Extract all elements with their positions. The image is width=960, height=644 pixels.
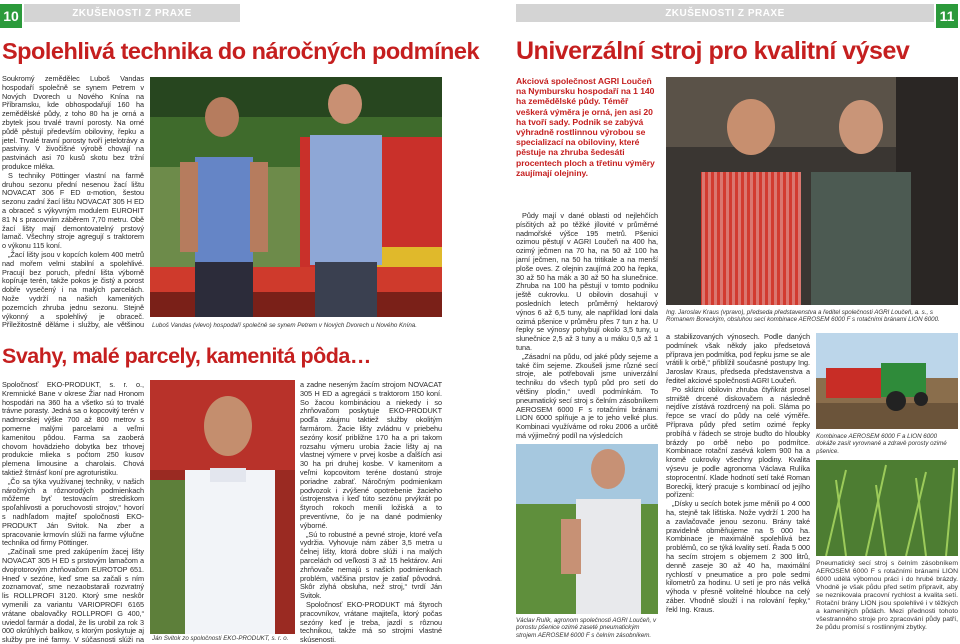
article2-column-1 [2,381,144,644]
svitok-photo-caption: Ján Svitok zo spoločnosti EKO-PRODUKT, s. r. o. [152,635,289,642]
article2-paragraph: a zadne neseným žacím strojom NOVACAT 305 H ED a agregácii s traktorom 150 koní. So žacou kombináciou a niekedy i so zhrňovačom poskytuje EKO-PRODUKT podľa záujmu taktiež služby okolitým farmárom. Žacie lišty zvládnu v priebehu sezóny kosiť približne 170 ha a pri takom rozsahu výmeru urobia žacie lišty aj na vlastnej výmere v prvej kosbe a ďalších asi 30 ha pri druhej kosbe. V kamenitom a veľmi kopcovitom teréne dostanú stroje poriadne zabrať. Náročným podmienkam podvozok i zvýšené opotrebenie žacieho ústrojenstva i keď túto sezónu prvýkrát po štyroch rokoch menili ložiská a to preventívne, čo je na dané podmienky výborné. [300,381,442,530]
kraus-boreckij-photo [666,77,958,305]
seeder-tractor-caption: Kombinace AEROSEM 6000 F a LION 6000 dokáže zasít vyrovnaně a zdravě porosty ozimé pšenice. [816,433,947,455]
agronomist-photo [516,444,658,614]
article1-paragraph: S techniky Pöttinger vlastní na farmě druhou sezonu přední nesenou žací lištu NOVACAT 306 F ED α-motion, šestou sezonu zadní žací lištu NOVACAT 305 H ED a obraceč s výkyvným modulem EUROHIT 81 N s pracovním záběrem 7,70 metru. Obě žací lišty mají demontovatelný prstový lamač. Všechny stroje agregují s traktorem o výkonu 115 koní. [2,170,144,251]
right-section-header: ZKUŠENOSTI Z PRAXE [516,4,934,22]
agronomist-caption: Václav Rulík, agronom společnosti AGRI Loučeň, v porostu pšenice ozimé zaseté pneumatickým strojem AEROSEM 6000 F s čelním zásobníkem. [516,617,657,639]
article2-paragraph: „Čo sa týka využívanej techniky, v našich náročných a rôznorodých podmienkach môžeme byť testovacím strediskom spoľahlivosti a poruchovosti strojov,“ hovorí s nadhľadom majiteľ spoločnosti EKO-PRODUKT Ján Svitok. Na zber a spracovanie krmovín slúži na farme výlučne technika od firmy Pöttinger. [2,476,144,548]
article1-headline: Spolehlivá technika do náročných podmínek [2,38,480,64]
article3-lead: Akciová společnost AGRI Loučeň na Nymbursku hospodaří na 1 140 ha zemědělské půdy. Téměř veškerá výměra je orná, jen asi 20 ha tvoří sady. Podnik se zabývá výhradně rostlinnou výrobou se specializací na obiloviny, které pěstuje na zhruba šedesáti procentech ploch a třetinu výměry zaujímají olejniny. [516,76,655,178]
kraus-boreckij-caption: Ing. Jaroslav Kraus (vpravo), předseda představenstva a ředitel společnosti AGRI Loučeň, a. s., s Romanem Boreckým, obsluhou secí kombinace AEROSEM 6000 F s rotačními bránami LION 6000. [666,309,940,324]
article3-paragraph: Půdy mají v dané oblasti od nejlehčích písčitých až po těžké jílovité v průměrné nadmořské výšce 195 metrů. Pšenici ozimou pěstují v AGRI Loučeň na 400 ha, ozimý ječmen na 70 ha, na 50 až 100 ha jarní ječmen, na 50 ha tritikale a na menší ploše oves. Z olejnin zaujímá 200 ha řepka, 30 až 50 ha mák a 30 až 50 ha slunečnice. Zhruba na 100 ha pěstují v tomto podniku ještě cukrovku. U obilovin dosahují v posledních letech průměrný hektarový výnos 6 až 6,5 tuny, ale například loni dala ozimá pšenice v průměru přes 7 tun z ha. U řepky se výnosy pohybují okolo 3,5 tuny, u slunečnice 2,5 až 3 tuny a u máku 0,5 až 1 tuna. [516,212,658,352]
article3-paragraph: „Zásadní na půdu, od jaké půdy sejeme a také čím sejeme. Zkoušeli jsme různé secí stroje, ale potřebovali jsme univerzální techniku do všech typů půd pro setí do většiny plodin,“ uvedl podmínkám. To pneumatický secí stroj s čelním zásobníkem AEROSEM 6000 F s rotačními bránami LION 6000 splňuje a je to jeho velké plus. Kombinaci využíváme od roku 2006 a určitě má výjimečný podíl na výsledcích [516,351,658,440]
article1-paragraph: „Žací lišty jsou v kopcích kolem 400 metrů nad mořem velmi stabilní a spolehlivé. Pracují bez poruch, přední lišta výborně kopíruje terén, takže pokos je čistý a porost dobře vysečený i na malých parcelách. Nože vydrží na našich kamenitých pozemcích zhruba jednu sezonu. Stejně výkonný a spolehlivý je obraceč. Příležitostně děláme i služby, ale většinou [2,249,144,329]
article2-paragraph: „Začínali sme pred zakúpením žacej lišty NOVACAT 305 H ED s prstovým lamačom a dvojrotorovým zhrňovačom EUROTOP 651. Hneď v sezóne, keď sme sa začali s ním zoznamovať, sme nezaobstarali rozvratný lis ROLLPROFI 3120. Ktorý sme neskôr vymenili za variantu VARIOPROFI 6165 vrátane obalovačky ROLLPROFI G 400,“ uviedol farmár a dodal, že lis urobil za rok 3 000 okrúhlych balikov, s ktorým poskytuje aj služby pre iné farmy. V súčasnosti slúži na [2,547,144,644]
left-page-number: 10 [0,4,22,28]
article2-paragraph: Spoločnosť EKO-PRODUKT má štyroch pracovníkov, vrátane majiteľa, ktorý počas sezóny keď je treba, jazdí s rôznou technikou, takže má so strojmi vlastné skúsenosti. [300,599,442,644]
farmers-photo [150,77,442,317]
article2-column-2 [300,381,442,644]
article3-column-2 [666,333,810,644]
article2-paragraph: Spoločnosť EKO-PRODUKT, s. r. o., Kremnické Bane v okrese Žiar nad Hronom hospodári na 360 ha a všetko sú to trvalé trávne porasty. Jedná sa o kopcovitý terén v nadmorskej výške 700 až 800 metrov s pomerne malými parcelami a veľmi kamenitou pôdou. Farma sa zaoberá chovom hovädzieho dobytka bez trhovej produkcie mlieka s počtom 250 kusov plemena limousine a charolais. Chová taktiež štrnásť koní pre agroturistiku. [2,381,144,477]
wheat-field-photo [816,460,958,556]
svitok-photo [150,380,295,634]
article3-paragraph: Po sklizni obilovin zhruba čtyřikrát prosel strniště drcené diskovačem a následně nejdíve zístává rozdrcený na poli. Sláma po řepce se vrací do půdy na celé výměře. Příprava půdy před setím ozimé řepky probíhá v řádech se stroje buďto do hloubky brázdy po orbě nebo po podmítce. Kombinace rotační zasévá kolem 900 ha a kromě cukrovky všechny plodiny. Kvalita výsevu je podle agronoma Václava Rulíka stoprocentní. Klade hodnotí setí také Roman Boreckij, který pracuje s kombinací od jejího pořízení: [666,384,810,500]
wheat-field-caption: Pneumatický secí stroj s čelním zásobníkem AEROSEM 6000 F s rotačními bránami LION 6000 udělá výbornou práci i do hrubé brázdy. Vhodně je však půdu před setím připravit, aby se neznikovala pracovní rychlost a kvalita setí. Rotační brány LION jsou spolehlivé i v těžkých a kamenitých půdách. Mezi přednosti tohoto všestranného stroje pro zpracování půdy patří, že půdu promísí s rostlinnými zbytky. [816,560,958,631]
article2-paragraph: „Sú to robustné a pevné stroje, ktoré veľa vydržia. Vyhovuje nám záber 3,5 metra u čelnej lišty, ktorá dobre slúži i na malých parcelách od veľkosti 3 až 15 hektárov. Ani zhrňovače nemajú s našich podmienkach problém, väčšina prstov je zatiaľ pôvodná. Skôr zlyhá obsluha, než stroj,“ tvrdí Ján Svitok. [300,529,442,601]
right-page-number: 11 [936,4,958,28]
article3-column-1 [516,212,658,455]
article1-text [2,75,144,329]
article3-headline: Univerzální stroj pro kvalitní výsev [516,37,910,65]
seeder-tractor-photo [816,333,958,429]
article3-paragraph: a stabilizovaných výnosech. Podle daných podmínek však někdy jako předsetová příprava jen podmítka, pod řepku jsme se ale vrátili k orbě,“ přiblížil současné postupy Ing. Jaroslav Kraus, předseda představenstva a ředitel akciové společnosti AGRI Loučeň. [666,333,810,385]
article3-paragraph: „Dísky u secích botek jsme měnili po 4 000 ha, stejně tak lištiska. Nože vydrží 1 200 ha a zavlačovače jenou sezonu. Brány také pravidelně obměňujeme na 5 000 ha. Kombinace je maximálně spolehlivá bez problémů, co se týká kvality setí. Řada 5 000 ha secím strojem s objemem 2 300 litrů, denně zaseje 30 až 40 ha, maximální rychlostí v pneumatice a pro pole sedmi kilometrů za hodinu. U setí je pro nás velká výhoda v přesně volitelné hloubce na celý záber. Vhodně slouží i na rolování řepky,“ řekl Ing. Kraus. [666,499,810,614]
left-section-header: ZKUŠENOSTI Z PRAXE [24,4,240,22]
article2-headline: Svahy, malé parcely, kamenitá pôda… [2,344,371,368]
farmers-photo-caption: Luboš Vandas (vlevo) hospodaří společně se synem Petrem v Nových Dvorech u Nového Knína. [152,322,417,329]
article1-paragraph: Soukromý zemědělec Luboš Vandas hospodaří společně se synem Petrem v Nových Dvorech u Nového Knína na Příbramsku, kde obhospodařují 160 ha zemědělské půdy, z toho 80 ha je orná a zbytek jsou trvalé travní porosty. Na orné půdě pěstují především obiloviny, řepku a jetel. Trvalé travní porosty tvoří jetelotrávy a pastviny. V živočišné výrobě chovají na pastvinách asi 70 kusů skotu bez tržní produkce mléka. [2,75,144,171]
